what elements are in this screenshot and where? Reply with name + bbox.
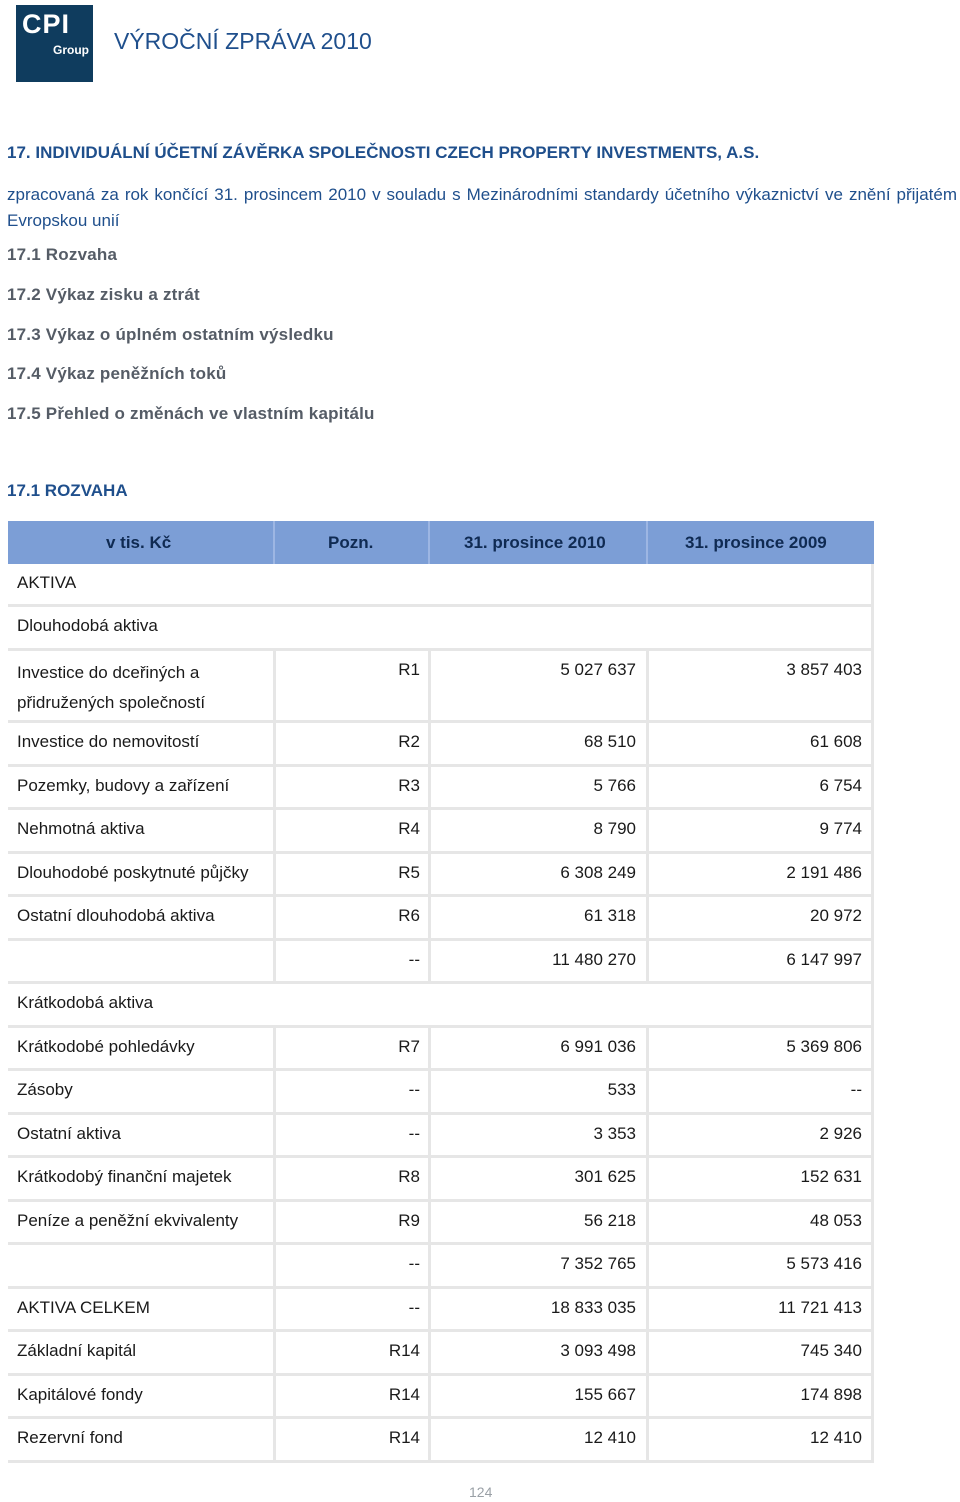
column-divider: [646, 1419, 649, 1460]
logo-text: CPI: [22, 9, 71, 39]
column-divider: [646, 1115, 649, 1155]
table-row: [8, 1332, 874, 1376]
table-right-border: [871, 607, 874, 648]
row-note: R8: [398, 1167, 420, 1186]
table-right-border: [871, 767, 874, 807]
column-divider: [428, 1158, 431, 1199]
table-right-border: [871, 984, 874, 1025]
column-divider: [428, 1332, 431, 1373]
row-label: Investice do dceřiných a přidružených společností: [17, 663, 206, 712]
row-note: R2: [398, 732, 420, 751]
row-note: R6: [398, 906, 420, 925]
row-value-2010: 11 480 270: [552, 950, 636, 969]
table-right-border: [871, 854, 874, 894]
column-divider: [646, 1071, 649, 1112]
table-row: [8, 1115, 874, 1158]
row-note: R14: [388, 1428, 420, 1447]
row-value-2010: 6 991 036: [560, 1037, 636, 1056]
row-label: Rezervní fond: [17, 1428, 123, 1447]
row-value-2010: 18 833 035: [550, 1298, 636, 1317]
row-note: R7: [398, 1037, 420, 1056]
column-divider: [273, 1202, 276, 1242]
row-value-2010: 5 027 637: [560, 660, 636, 679]
row-value-2009: 745 340: [800, 1341, 862, 1360]
column-divider: [428, 1028, 431, 1068]
row-value-2010: 61 318: [584, 906, 636, 925]
row-label: Krátkodobé pohledávky: [17, 1037, 195, 1056]
column-divider: [428, 854, 431, 894]
row-value-2009: 6 754: [819, 776, 862, 795]
row-label: Zásoby: [17, 1080, 73, 1099]
balance-sheet-table: [8, 521, 874, 1463]
row-note: R1: [398, 660, 420, 679]
column-divider: [273, 810, 276, 851]
row-value-2009: 9 774: [819, 819, 862, 838]
table-row: [8, 1158, 874, 1202]
column-divider: [646, 854, 649, 894]
column-divider: [428, 767, 431, 807]
column-divider: [428, 651, 431, 720]
row-value-2010: 533: [607, 1080, 636, 1099]
section-heading: 17. INDIVIDUÁLNÍ ÚČETNÍ ZÁVĚRKA SPOLEČNOSTI CZECH PROPERTY INVESTMENTS, A.S.: [7, 143, 760, 162]
table-row: [8, 723, 874, 767]
row-label: Dlouhodobá aktiva: [17, 616, 158, 635]
row-value-2010: 6 308 249: [560, 863, 636, 882]
table-right-border: [871, 1158, 874, 1199]
table-row: [8, 651, 874, 723]
row-value-2010: 301 625: [574, 1167, 636, 1186]
column-divider: [273, 941, 276, 981]
header-divider: [428, 521, 430, 564]
table-right-border: [871, 723, 874, 764]
row-label: Základní kapitál: [17, 1341, 137, 1360]
table-right-border: [871, 1202, 874, 1242]
row-note: --: [408, 1080, 420, 1099]
table-row: [8, 854, 874, 897]
row-value-2010: 3 353: [593, 1124, 636, 1143]
table-row: [8, 564, 874, 607]
intro-text: zpracovaná za rok končící 31. prosincem 2010 v souladu s Mezinárodními standardy účetního výkaznictví ve znění přijatém Evropskou unií: [7, 185, 957, 230]
column-divider: [428, 1376, 431, 1416]
column-divider: [646, 651, 649, 720]
column-divider: [646, 897, 649, 938]
column-divider: [273, 1376, 276, 1416]
row-value-2010: 68 510: [584, 732, 636, 751]
table-right-border: [871, 810, 874, 851]
column-divider: [646, 1376, 649, 1416]
row-value-2009: 3 857 403: [786, 660, 862, 679]
table-row: [8, 607, 874, 651]
row-label: Krátkodobá aktiva: [17, 993, 154, 1012]
column-divider: [273, 1289, 276, 1329]
column-divider: [646, 1028, 649, 1068]
header-divider: [646, 521, 648, 564]
column-divider: [646, 723, 649, 764]
column-divider: [273, 1332, 276, 1373]
row-label: Peníze a peněžní ekvivalenty: [17, 1211, 239, 1230]
row-note: R14: [388, 1341, 420, 1360]
table-row: [8, 941, 874, 984]
table-row: [8, 1202, 874, 1245]
column-divider: [646, 1289, 649, 1329]
row-label: AKTIVA: [17, 573, 77, 592]
header-divider: [273, 521, 275, 564]
row-note: R4: [398, 819, 420, 838]
column-divider: [273, 1115, 276, 1155]
row-value-2009: 11 721 413: [778, 1298, 862, 1317]
subsection-heading: 17.1 ROZVAHA: [7, 481, 128, 500]
row-label: Kapitálové fondy: [17, 1385, 143, 1404]
row-value-2009: 2 926: [819, 1124, 862, 1143]
table-row: [8, 767, 874, 810]
table-right-border: [871, 1419, 874, 1460]
row-label: Ostatní dlouhodobá aktiva: [17, 906, 215, 925]
column-divider: [646, 1245, 649, 1286]
toc-item-vykaz-zisku[interactable]: 17.2 Výkaz zisku a ztrát: [7, 285, 200, 304]
row-value-2009: 20 972: [810, 906, 862, 925]
table-row: [8, 897, 874, 941]
row-label: Dlouhodobé poskytnuté půjčky: [17, 863, 249, 882]
table-row: [8, 1419, 874, 1463]
column-divider: [428, 941, 431, 981]
row-note: --: [408, 1298, 420, 1317]
table-row: [8, 1028, 874, 1071]
row-value-2009: 2 191 486: [786, 863, 862, 882]
header-note: Pozn.: [328, 533, 374, 552]
table-right-border: [871, 651, 874, 720]
table-right-border: [871, 1289, 874, 1329]
table-row: [8, 1245, 874, 1289]
column-divider: [273, 1071, 276, 1112]
column-divider: [428, 1071, 431, 1112]
table-row: [8, 984, 874, 1028]
column-divider: [428, 1202, 431, 1242]
table-right-border: [871, 564, 874, 604]
column-divider: [428, 1115, 431, 1155]
column-divider: [273, 767, 276, 807]
row-value-2009: --: [850, 1080, 862, 1099]
cpi-group-logo: [16, 5, 93, 82]
header-2010: 31. prosince 2010: [464, 533, 606, 552]
column-divider: [646, 1158, 649, 1199]
column-divider: [646, 767, 649, 807]
column-divider: [273, 1028, 276, 1068]
column-divider: [273, 1245, 276, 1286]
column-divider: [646, 810, 649, 851]
column-divider: [273, 1419, 276, 1460]
table-right-border: [871, 1245, 874, 1286]
row-value-2009: 12 410: [810, 1428, 862, 1447]
column-divider: [273, 1158, 276, 1199]
table-right-border: [871, 1115, 874, 1155]
table-row: [8, 1289, 874, 1332]
table-right-border: [871, 1028, 874, 1068]
table-row: [8, 1071, 874, 1115]
row-value-2010: 155 667: [574, 1385, 636, 1404]
row-value-2010: 3 093 498: [560, 1341, 636, 1360]
row-value-2009: 5 573 416: [786, 1254, 862, 1273]
row-label: AKTIVA CELKEM: [17, 1298, 150, 1317]
header-unit: v tis. Kč: [106, 533, 172, 552]
row-note: R14: [388, 1385, 420, 1404]
column-divider: [273, 723, 276, 764]
row-note: R3: [398, 776, 420, 795]
column-divider: [428, 1289, 431, 1329]
table-header: [8, 521, 874, 564]
row-value-2009: 61 608: [810, 732, 862, 751]
row-value-2010: 56 218: [584, 1211, 636, 1230]
column-divider: [273, 651, 276, 720]
column-divider: [428, 1245, 431, 1286]
column-divider: [646, 941, 649, 981]
row-value-2010: 7 352 765: [560, 1254, 636, 1273]
row-value-2010: 12 410: [584, 1428, 636, 1447]
column-divider: [428, 810, 431, 851]
logo-subtext: Group: [53, 43, 89, 57]
row-note: R5: [398, 863, 420, 882]
row-note: R9: [398, 1211, 420, 1230]
row-value-2010: 8 790: [593, 819, 636, 838]
row-label: Investice do nemovitostí: [17, 732, 200, 751]
document-title: VÝROČNÍ ZPRÁVA 2010: [114, 28, 372, 54]
row-note: --: [408, 1124, 420, 1143]
row-value-2009: 152 631: [800, 1167, 862, 1186]
row-value-2009: 6 147 997: [786, 950, 862, 969]
toc-item-rozvaha[interactable]: 17.1 Rozvaha: [7, 245, 118, 264]
row-note: --: [408, 950, 420, 969]
table-right-border: [871, 941, 874, 981]
row-note: --: [408, 1254, 420, 1273]
column-divider: [273, 854, 276, 894]
row-value-2009: 48 053: [810, 1211, 862, 1230]
toc-item-uplny-vysledek[interactable]: 17.3 Výkaz o úplném ostatním výsledku: [7, 325, 334, 344]
table-right-border: [871, 897, 874, 938]
table-right-border: [871, 1071, 874, 1112]
column-divider: [273, 897, 276, 938]
table-right-border: [871, 1376, 874, 1416]
table-row: [8, 810, 874, 854]
row-value-2009: 174 898: [800, 1385, 862, 1404]
row-label: Krátkodobý finanční majetek: [17, 1167, 232, 1186]
row-label: Ostatní aktiva: [17, 1124, 121, 1143]
column-divider: [428, 723, 431, 764]
column-divider: [646, 1332, 649, 1373]
row-label: Nehmotná aktiva: [17, 819, 145, 838]
table-body: [8, 564, 874, 1463]
column-divider: [428, 897, 431, 938]
row-value-2010: 5 766: [593, 776, 636, 795]
column-divider: [428, 1419, 431, 1460]
header-2009: 31. prosince 2009: [685, 533, 827, 552]
table-row: [8, 1376, 874, 1419]
row-label: Pozemky, budovy a zařízení: [17, 776, 230, 795]
table-right-border: [871, 1332, 874, 1373]
column-divider: [646, 1202, 649, 1242]
page-number: 124: [469, 1484, 493, 1500]
toc-item-penezni-toky[interactable]: 17.4 Výkaz peněžních toků: [7, 364, 227, 383]
toc-item-vlastni-kapital[interactable]: 17.5 Přehled o změnách ve vlastním kapitálu: [7, 404, 375, 423]
row-value-2009: 5 369 806: [786, 1037, 862, 1056]
